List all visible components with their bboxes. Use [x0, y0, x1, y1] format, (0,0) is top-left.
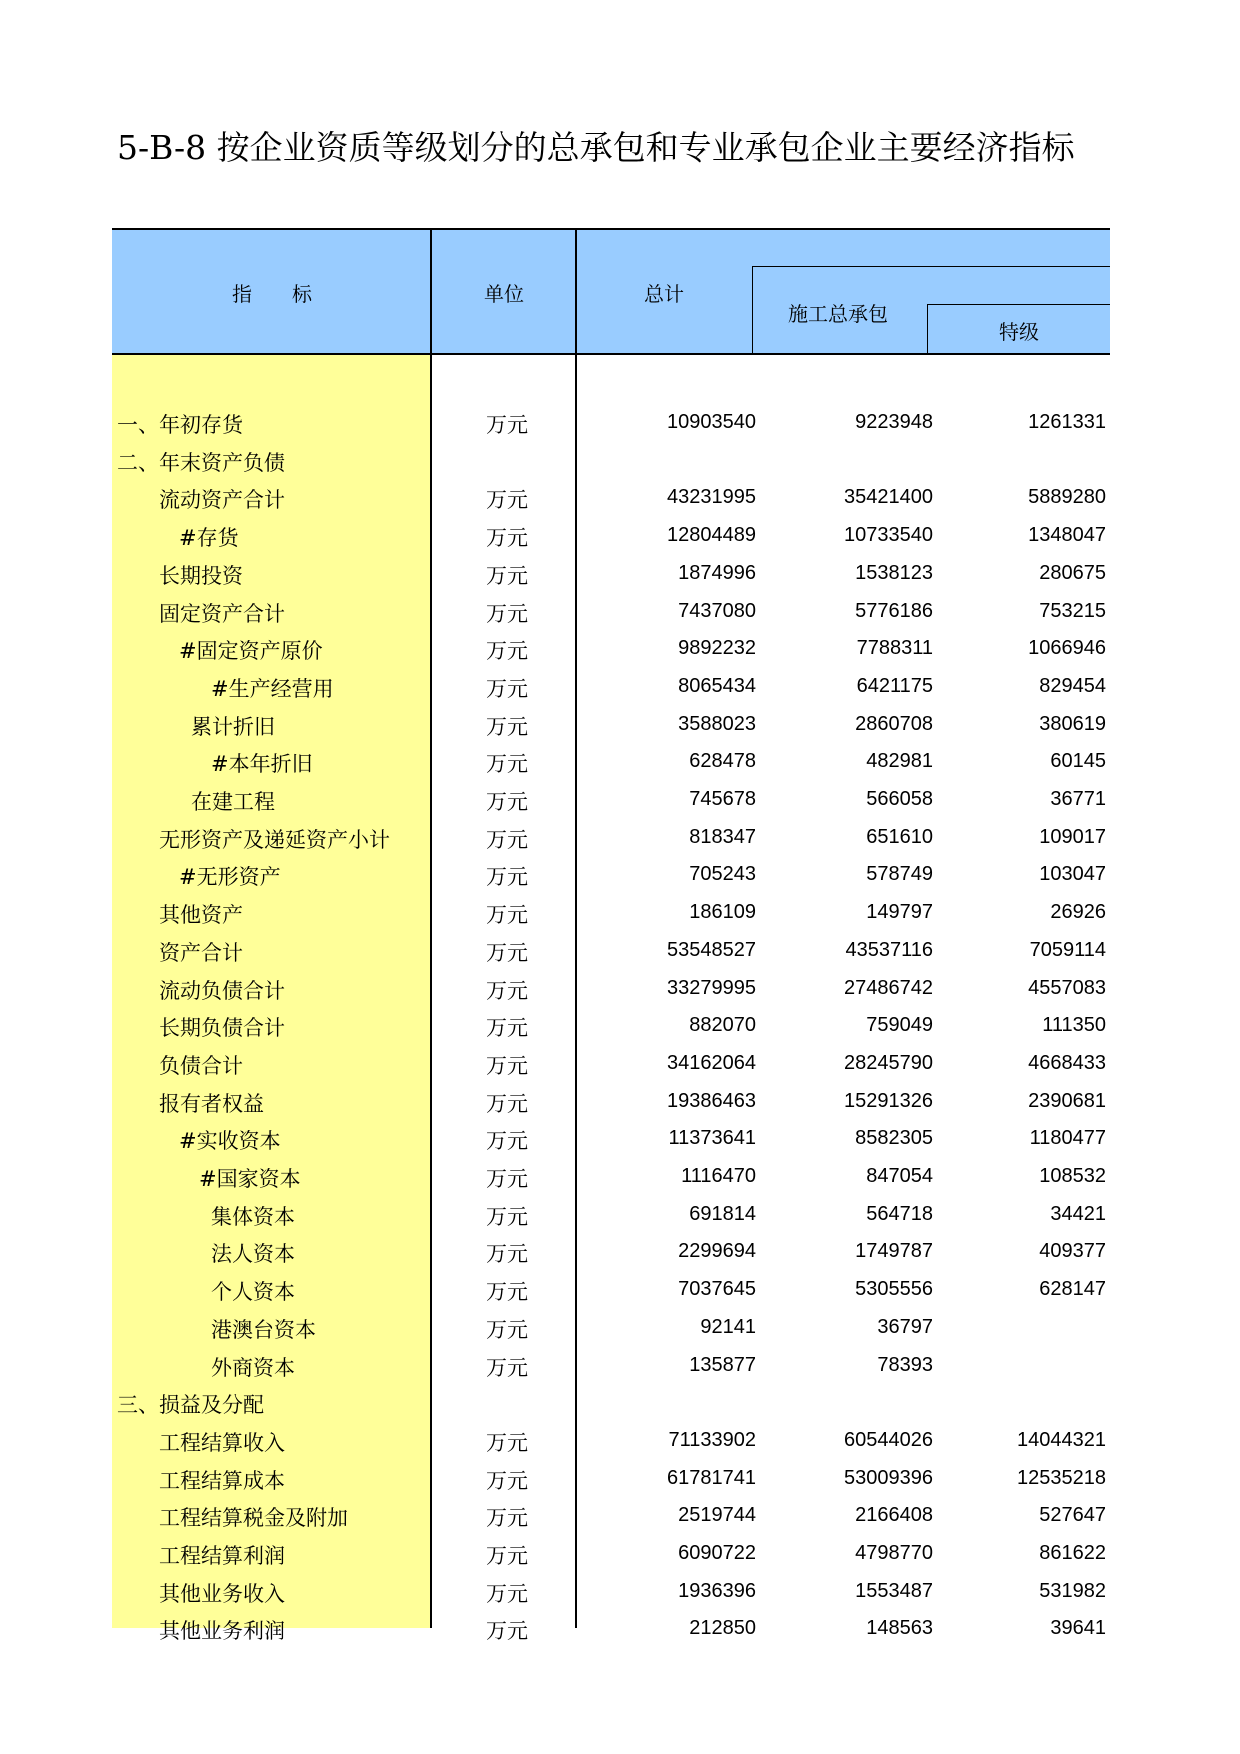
row-label: #国家资本 — [199, 1167, 301, 1191]
row-value-total: 212850 — [689, 1617, 756, 1640]
table-row — [112, 1082, 1110, 1120]
row-label: #存货 — [179, 526, 239, 551]
row-value-special: 753215 — [1039, 599, 1106, 622]
row-value-special: 39641 — [1050, 1617, 1106, 1640]
row-value-total: 135877 — [689, 1353, 756, 1376]
row-unit: 万元 — [486, 488, 528, 513]
row-value-general: 53009396 — [844, 1466, 933, 1489]
row-value-general: 148563 — [866, 1617, 933, 1640]
header-total: 总计 — [644, 282, 684, 306]
row-value-general: 15291326 — [844, 1089, 933, 1112]
row-label: 报有者权益 — [159, 1091, 264, 1116]
table-row — [112, 592, 1110, 630]
table-row — [112, 1421, 1110, 1459]
row-label: 长期负债合计 — [159, 1016, 285, 1041]
row-value-special: 829454 — [1039, 674, 1106, 697]
row-value-special: 531982 — [1039, 1579, 1106, 1602]
row-value-total: 10903540 — [667, 411, 756, 433]
row-value-special: 103047 — [1039, 863, 1106, 886]
row-value-general: 78393 — [877, 1353, 933, 1376]
table-row — [112, 1346, 1110, 1384]
table-row — [112, 403, 1110, 441]
row-label: 其他资产 — [159, 903, 243, 928]
row-value-total: 34162064 — [667, 1051, 756, 1074]
row-label: 负债合计 — [159, 1053, 243, 1078]
row-value-general: 28245790 — [844, 1051, 933, 1074]
table-row — [112, 705, 1110, 743]
row-value-total: 1116470 — [681, 1165, 756, 1187]
row-label: 港澳台资本 — [211, 1317, 316, 1342]
row-unit: 万元 — [486, 526, 528, 551]
row-value-total: 12804489 — [667, 524, 756, 547]
row-value-general: 35421400 — [844, 486, 933, 509]
header-bottom-border — [112, 353, 1110, 355]
row-value-general: 5305556 — [855, 1278, 933, 1301]
table-row — [112, 1534, 1110, 1572]
row-unit: 万元 — [486, 1053, 528, 1078]
row-unit: 万元 — [486, 413, 528, 437]
row-value-special: 109017 — [1039, 825, 1106, 848]
row-value-general: 578749 — [866, 863, 933, 886]
row-value-total: 628478 — [689, 750, 756, 773]
row-unit: 万元 — [486, 752, 528, 777]
row-value-special: 108532 — [1039, 1165, 1106, 1187]
row-value-total: 7437080 — [678, 599, 756, 622]
header-indicator: 指 标 — [232, 282, 312, 306]
table-row — [112, 1006, 1110, 1044]
table-row — [112, 1572, 1110, 1610]
table-row — [112, 516, 1110, 554]
row-value-total: 7037645 — [678, 1278, 756, 1301]
row-value-special: 1180477 — [1029, 1127, 1106, 1150]
row-value-general: 36797 — [877, 1315, 933, 1338]
row-label: 三、损益及分配 — [117, 1393, 264, 1418]
row-value-special: 4557083 — [1028, 976, 1106, 999]
row-value-special: 2390681 — [1028, 1089, 1106, 1112]
row-value-total: 9892232 — [678, 637, 756, 660]
row-label: 个人资本 — [211, 1280, 295, 1305]
row-value-total: 11373641 — [668, 1127, 756, 1150]
row-unit: 万元 — [486, 1506, 528, 1531]
header-special-grade: 特级 — [999, 320, 1039, 344]
row-value-general: 651610 — [866, 825, 933, 848]
row-unit: 万元 — [486, 903, 528, 928]
row-label: 流动负债合计 — [159, 978, 285, 1003]
row-unit: 万元 — [486, 1280, 528, 1305]
table-row — [112, 1496, 1110, 1534]
table-row — [112, 1119, 1110, 1157]
row-value-special: 280675 — [1039, 561, 1106, 584]
row-label: 其他业务利润 — [159, 1619, 285, 1644]
row-value-general: 27486742 — [844, 976, 933, 999]
row-label: 固定资产合计 — [159, 601, 285, 626]
row-value-general: 482981 — [866, 750, 933, 773]
row-label: #生产经营用 — [211, 676, 334, 701]
row-label: 工程结算利润 — [159, 1544, 285, 1568]
row-value-total: 53548527 — [667, 938, 756, 961]
row-unit: 万元 — [486, 1430, 528, 1455]
header-divider — [752, 266, 1110, 267]
row-value-general: 2166408 — [855, 1504, 933, 1527]
row-unit: 万元 — [486, 790, 528, 814]
row-label: 资产合计 — [159, 940, 243, 965]
row-value-total: 92141 — [700, 1315, 756, 1338]
row-label: #实收资本 — [179, 1129, 281, 1154]
row-value-special: 5889280 — [1028, 486, 1106, 509]
table-row — [112, 780, 1110, 818]
row-unit: 万元 — [486, 1167, 528, 1191]
header-general-contracting: 施工总承包 — [788, 302, 888, 326]
table-row — [112, 818, 1110, 856]
row-value-general: 9223948 — [855, 411, 933, 433]
row-label: #无形资产 — [179, 865, 281, 890]
row-value-total: 818347 — [689, 825, 756, 848]
row-label: 流动资产合计 — [159, 488, 285, 513]
row-value-general: 847054 — [866, 1165, 933, 1187]
row-label: 其他业务收入 — [159, 1581, 285, 1606]
row-value-general: 566058 — [866, 788, 933, 810]
table-row — [112, 1157, 1110, 1195]
table-row — [112, 441, 1110, 479]
row-value-general: 10733540 — [844, 524, 933, 547]
row-value-general: 4798770 — [855, 1542, 933, 1564]
row-unit: 万元 — [486, 1544, 528, 1568]
row-value-special: 1348047 — [1028, 524, 1106, 547]
row-value-total: 1936396 — [678, 1579, 756, 1602]
row-unit: 万元 — [486, 676, 528, 701]
row-unit: 万元 — [486, 639, 528, 664]
table-row — [112, 478, 1110, 516]
row-value-total: 19386463 — [667, 1089, 756, 1112]
row-label: 工程结算税金及附加 — [159, 1506, 348, 1531]
table-row — [112, 1270, 1110, 1308]
row-label: 二、年末资产负债 — [117, 450, 285, 475]
row-unit: 万元 — [486, 940, 528, 965]
row-label: 集体资本 — [211, 1204, 295, 1229]
row-value-total: 745678 — [689, 788, 756, 810]
row-value-special: 34421 — [1050, 1202, 1106, 1225]
row-label: 外商资本 — [211, 1355, 295, 1380]
table-row — [112, 554, 1110, 592]
table-row — [112, 893, 1110, 931]
row-value-total: 186109 — [689, 901, 756, 924]
row-value-general: 1538123 — [855, 561, 933, 584]
row-unit: 万元 — [486, 1204, 528, 1229]
row-label: #本年折旧 — [211, 752, 313, 777]
row-value-special: 1066946 — [1028, 637, 1106, 660]
row-value-total: 2519744 — [678, 1504, 756, 1527]
row-unit: 万元 — [486, 1091, 528, 1116]
row-value-general: 564718 — [866, 1202, 933, 1225]
row-value-general: 6421175 — [856, 674, 933, 697]
row-value-total: 3588023 — [678, 712, 756, 735]
table-row — [112, 1609, 1110, 1647]
row-value-total: 8065434 — [678, 674, 756, 697]
row-value-total: 71133902 — [668, 1428, 756, 1451]
row-value-total: 6090722 — [678, 1542, 756, 1564]
row-value-special: 4668433 — [1028, 1051, 1106, 1074]
row-label: 累计折旧 — [191, 714, 275, 739]
row-value-total: 705243 — [689, 863, 756, 886]
page-title: 5-B-8 按企业资质等级划分的总承包和专业承包企业主要经济指标 — [117, 128, 1075, 167]
table-row — [112, 855, 1110, 893]
row-value-total: 61781741 — [667, 1466, 756, 1489]
row-value-special: 111350 — [1042, 1014, 1106, 1037]
row-unit: 万元 — [486, 827, 528, 852]
row-value-total: 1874996 — [678, 561, 756, 584]
row-value-general: 149797 — [866, 901, 933, 924]
row-unit: 万元 — [486, 1468, 528, 1493]
row-value-general: 759049 — [866, 1014, 933, 1037]
row-value-special: 409377 — [1039, 1240, 1106, 1263]
row-value-special: 861622 — [1039, 1542, 1106, 1564]
table-top-border — [112, 228, 1110, 230]
row-value-total: 691814 — [689, 1202, 756, 1225]
row-unit: 万元 — [486, 714, 528, 739]
row-value-special: 36771 — [1050, 788, 1106, 810]
row-value-special: 527647 — [1039, 1504, 1106, 1527]
row-unit: 万元 — [486, 601, 528, 626]
row-value-general: 7788311 — [856, 637, 933, 660]
table-row — [112, 1044, 1110, 1082]
row-value-total: 43231995 — [667, 486, 756, 509]
table-row — [112, 1195, 1110, 1233]
table-row — [112, 969, 1110, 1007]
row-value-general: 1749787 — [855, 1240, 933, 1263]
row-value-special: 628147 — [1039, 1278, 1106, 1301]
row-unit: 万元 — [486, 1129, 528, 1154]
row-value-special: 60145 — [1050, 750, 1106, 773]
header-divider — [927, 304, 928, 354]
row-value-special: 12535218 — [1017, 1466, 1106, 1489]
table-row — [112, 667, 1110, 705]
table-row — [112, 1308, 1110, 1346]
row-value-general: 43537116 — [845, 938, 933, 961]
header-divider — [927, 304, 1110, 305]
row-value-special: 7059114 — [1029, 938, 1106, 961]
row-unit: 万元 — [486, 563, 528, 588]
row-value-special: 1261331 — [1028, 411, 1106, 433]
row-label: #固定资产原价 — [179, 639, 323, 664]
row-unit: 万元 — [486, 1242, 528, 1267]
table-row — [112, 742, 1110, 780]
row-label: 长期投资 — [159, 563, 243, 588]
table-row — [112, 629, 1110, 667]
row-label: 在建工程 — [191, 790, 275, 814]
row-value-total: 33279995 — [667, 976, 756, 999]
row-value-special: 14044321 — [1017, 1428, 1106, 1451]
header-divider — [752, 266, 753, 354]
row-label: 无形资产及递延资产小计 — [159, 827, 390, 852]
row-value-special: 26926 — [1050, 901, 1106, 924]
row-value-general: 8582305 — [855, 1127, 933, 1150]
row-label: 工程结算成本 — [159, 1468, 285, 1493]
row-value-special: 380619 — [1039, 712, 1106, 735]
row-unit: 万元 — [486, 865, 528, 890]
row-value-general: 1553487 — [855, 1579, 933, 1602]
header-unit: 单位 — [484, 282, 524, 306]
row-value-total: 882070 — [689, 1014, 756, 1037]
table-row — [112, 1459, 1110, 1497]
row-value-general: 60544026 — [844, 1428, 933, 1451]
row-label: 工程结算收入 — [159, 1430, 285, 1455]
row-unit: 万元 — [486, 978, 528, 1003]
indicator-table — [112, 228, 1110, 1644]
row-unit: 万元 — [486, 1619, 528, 1644]
table-row — [112, 931, 1110, 969]
row-unit: 万元 — [486, 1581, 528, 1606]
row-unit: 万元 — [486, 1016, 528, 1041]
row-value-general: 2860708 — [855, 712, 933, 735]
table-row — [112, 1383, 1110, 1421]
row-label: 一、年初存货 — [117, 413, 243, 437]
row-label: 法人资本 — [211, 1242, 295, 1267]
table-row — [112, 1232, 1110, 1270]
row-unit: 万元 — [486, 1355, 528, 1380]
row-unit: 万元 — [486, 1317, 528, 1342]
row-value-total: 2299694 — [678, 1240, 756, 1263]
row-value-general: 5776186 — [855, 599, 933, 622]
